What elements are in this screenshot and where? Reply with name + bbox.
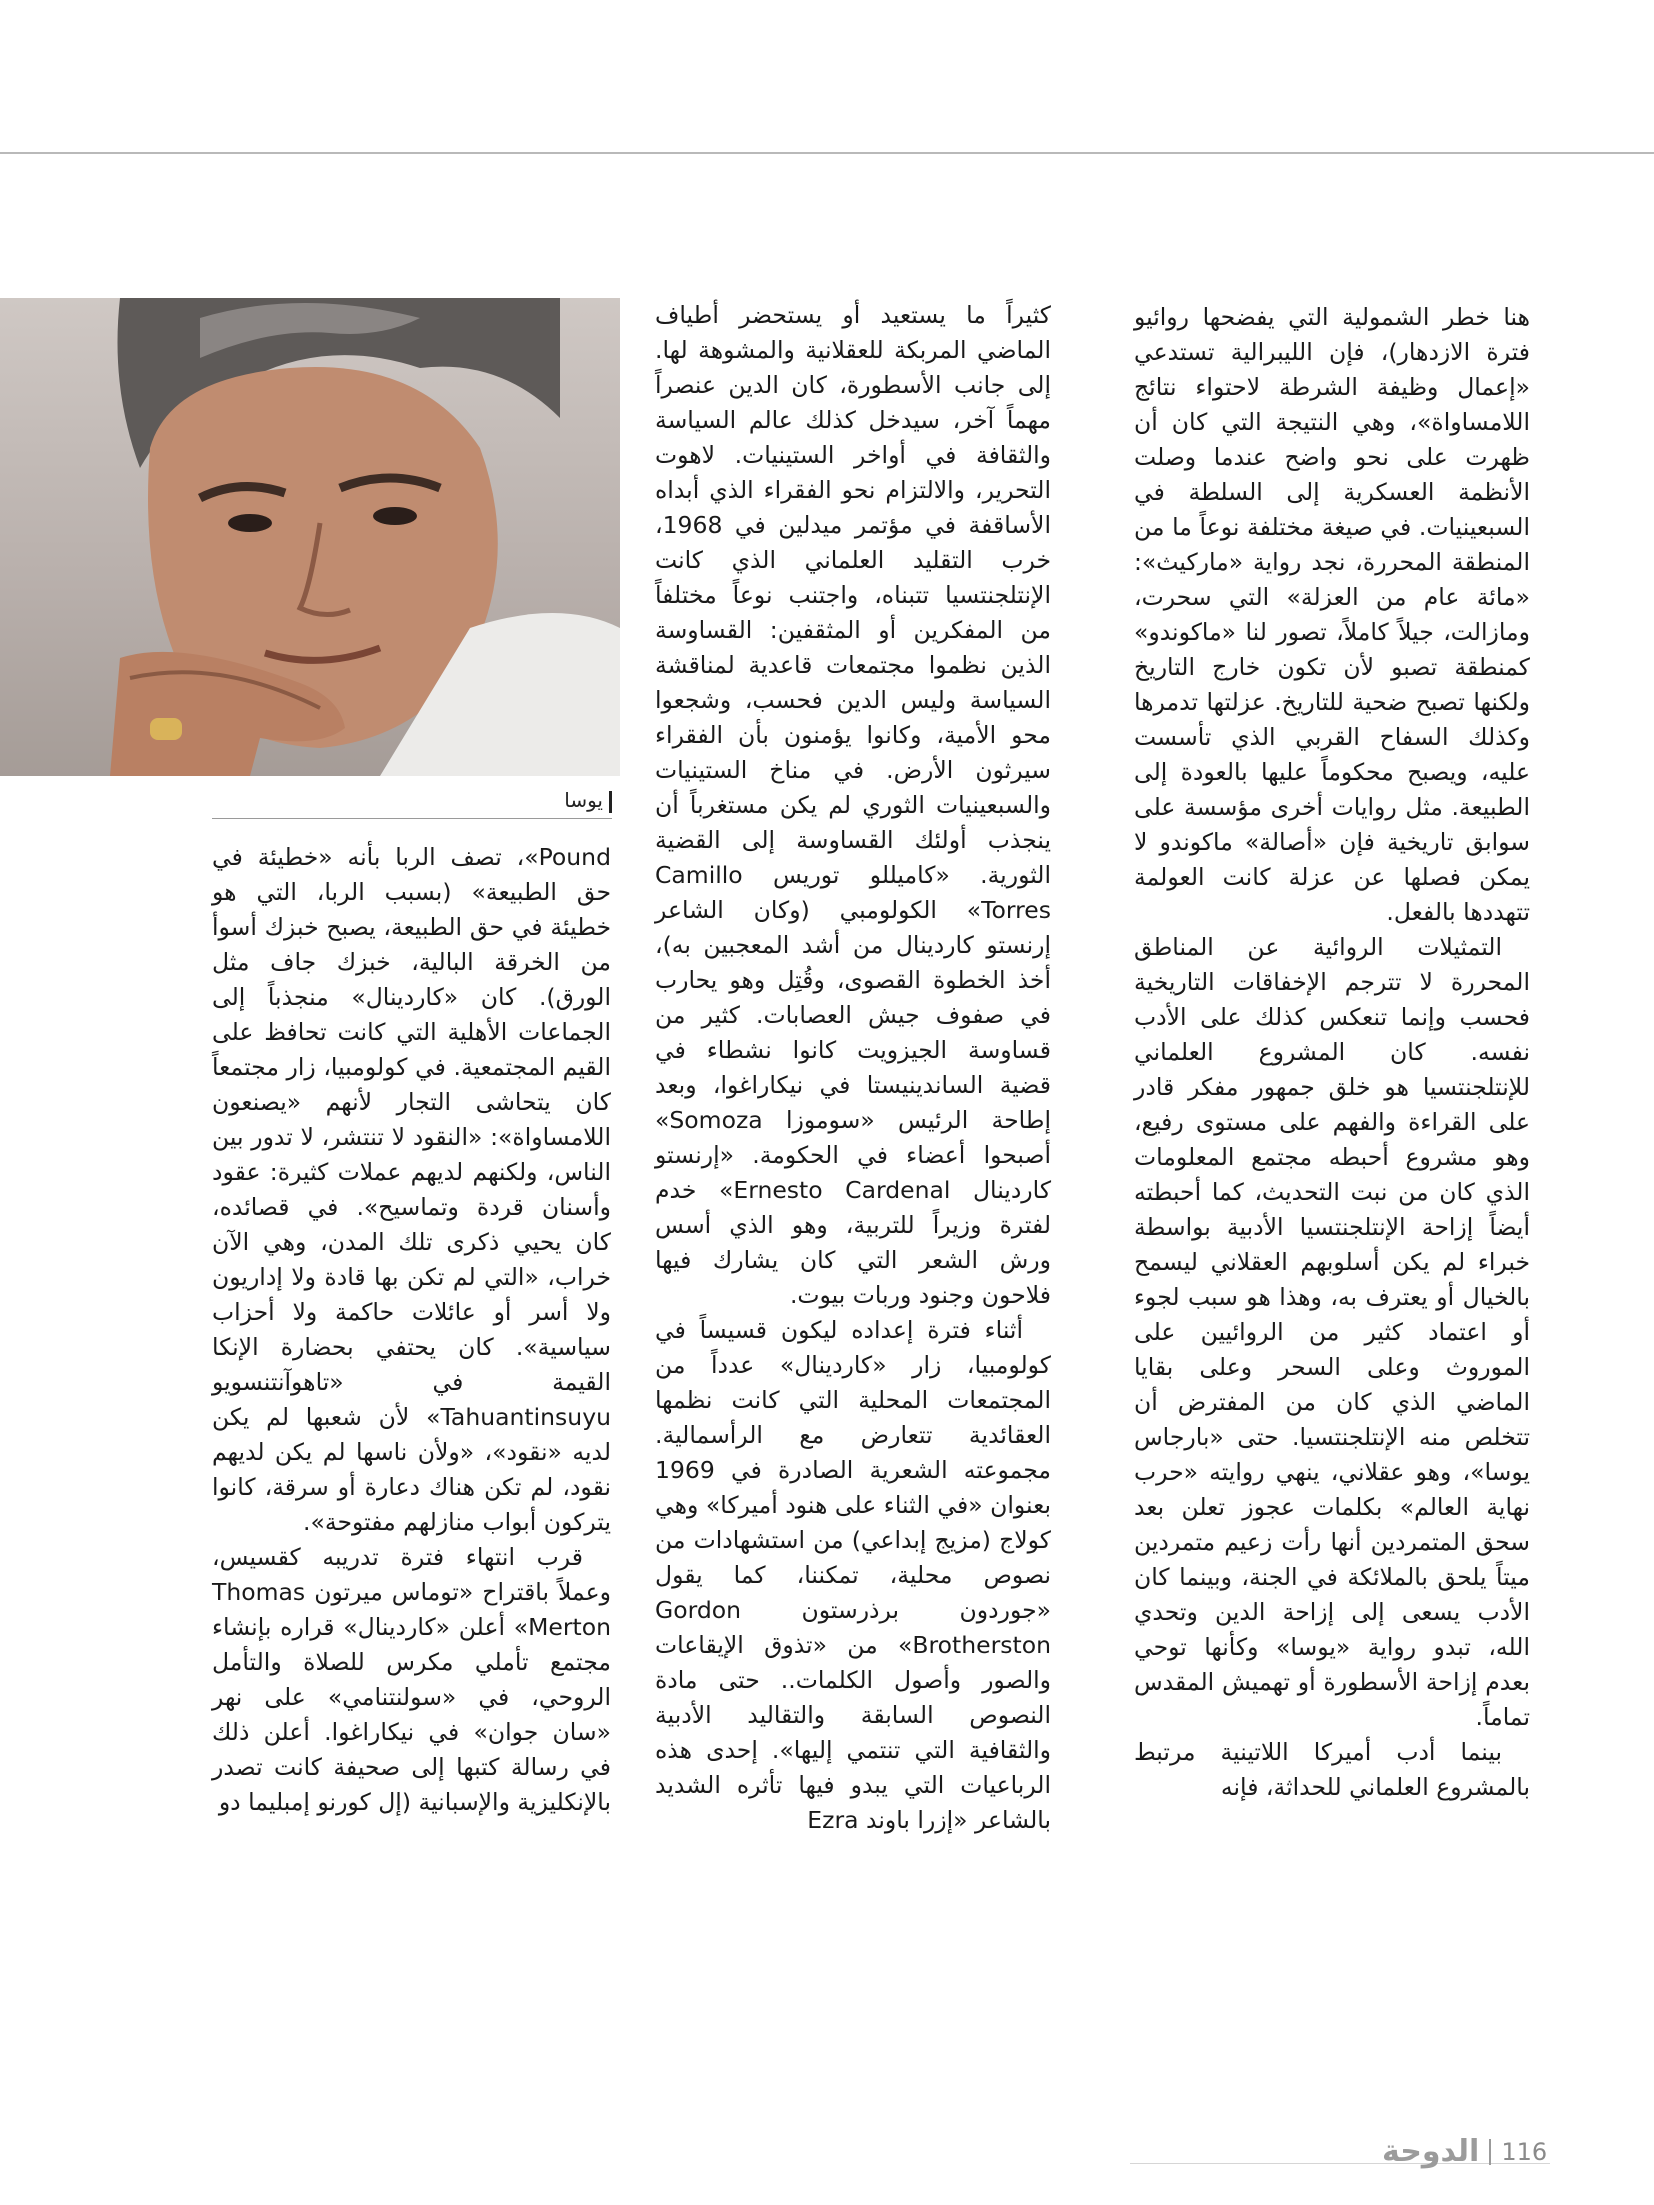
article-column-left xyxy=(212,840,611,1820)
caption-rule xyxy=(212,818,612,819)
page-footer xyxy=(1382,2132,1547,2172)
photo-caption xyxy=(500,786,612,814)
paragraph: التمثيلات الروائية عن المناطق المحررة لا تترجم الإخفاقات التاريخية فحسب وإنما تنعكس كذلك على الأدب نفسه. كان المشروع العلماني للإنتلجنتسيا هو خلق جمهور مفكر قادر على القراءة والفهم على مستوى رفيع، وهو مشروع أحبطه مجتمع المعلومات الذي كان من نبت التحديث، كما أحبطته أيضاً إزاحة الإنتلجنتسيا الأدبية بواسطة خبراء لم يكن أسلوبهم العقلاني ليسمح بالخيال أو يعترف به، وهذا هو سبب لجوء أو اعتماد كثير من الروائيين على الموروث وعلى السحر وعلى بقايا الماضي الذي كان من المفترض أن تتخلص منه الإنتلجنتسيا. حتى «بارجاس يوسا»، وهو عقلاني، ينهي روايته «حرب نهاية العالم» بكلمات عجوز تعلن بعد سحق المتمردين أنها رأت زعيم متمردين ميتاً يلحق بالملائكة في الجنة، وبينما كان الأدب يسعى إلى إزاحة الدين وتحدي الله، تبدو رواية «يوسا» وكأنها توحي بعدم إزاحة الأسطورة أو تهميش المقدس تماماً. xyxy=(1134,933,1530,1731)
author-portrait-photo xyxy=(0,298,620,776)
portrait-illustration xyxy=(0,298,620,776)
article-column-right xyxy=(1134,300,1530,1805)
paragraph: قرب انتهاء فترة تدريبه كقسيس، وعملاً باقتراح «توماس ميرتون Thomas Merton» أعلن «كاردينال» قراره بإنشاء مجتمع تأملي مكرس للصلاة والتأمل الروحي، في «سولنتنامي» على نهر «سان جوان» في نيكاراغوا. أعلن ذلك في رسالة كتبها إلى صحيفة كانت تصدر بالإنكليزية والإسبانية (إل كورنو إمبليما دو xyxy=(212,1543,611,1816)
magazine-name: الدوحة xyxy=(1382,2134,1480,2169)
photo-caption-text: يوسا xyxy=(564,788,603,812)
article-column-middle xyxy=(655,298,1051,1838)
footer-separator xyxy=(1489,2139,1491,2165)
paragraph: بينما أدب أميركا اللاتينية مرتبط بالمشروع العلماني للحداثة، فإنه xyxy=(1134,1738,1530,1801)
paragraph: أثناء فترة إعداده ليكون قسيساً في كولومبيا، زار «كاردينال» عدداً من المجتمعات المحلية التي كانت نظمها العقائدية تتعارض مع الرأسمالية. مجموعته الشعرية الصادرة في 1969 بعنوان «في الثناء على هنود أميركا» وهي كولاج (مزيج إبداعي) من استشهادات من نصوص محلية، تمكننا، كما يقول «جوردون برذرستون Gordon Brotherston» من «تذوق الإيقاعات والصور وأصول الكلمات.. حتى مادة النصوص السابقة والتقاليد الأدبية والثقافية التي تنتمي إليها». إحدى هذه الرباعيات التي يبدو فيها تأثره الشديد بالشاعر «إزرا باوند Ezra xyxy=(655,1316,1051,1834)
top-rule xyxy=(0,152,1654,154)
page-number: 116 xyxy=(1501,2138,1548,2166)
caption-bar xyxy=(609,791,612,813)
paragraph: كثيراً ما يستعيد أو يستحضر أطياف الماضي المربكة للعقلانية والمشوهة لها. إلى جانب الأسطورة، كان الدين عنصراً مهماً آخر، سيدخل كذلك عالم السياسة والثقافة في أواخر الستينيات. لاهوت التحرير، والالتزام نحو الفقراء الذي أبداه الأساقفة في مؤتمر ميدلين في 1968، خرب التقليد العلماني الذي كانت الإنتلجنتسيا تتبناه، واجتنب نوعاً مختلفاً من المفكرين أو المثقفين: القساوسة الذين نظموا مجتمعات قاعدية لمناقشة السياسة وليس الدين فحسب، وشجعوا محو الأمية، وكانوا يؤمنون بأن الفقراء سيرثون الأرض. في مناخ الستينيات والسبعينيات الثوري لم يكن مستغرباً أن ينجذب أولئك القساوسة إلى القضية الثورية. «كاميللو توريس Camillo Torres» الكولومبي (وكان الشاعر إرنستو كاردينال من أشد المعجبين به)، أخذ الخطوة القصوى، وقُتِل وهو يحارب في صفوف جيش العصابات. كثير من قساوسة الجيزويت كانوا نشطاء في قضية الساندينيستا في نيكاراغوا، وبعد إطاحة الرئيس «سوموزا Somoza» أصبحوا أعضاء في الحكومة. «إرنستو كاردينال Ernesto Cardenal» خدم لفترة وزيراً للتربية، وهو الذي أسس ورش الشعر التي كان يشارك فيها فلاحون وجنود وربات بيوت. xyxy=(655,301,1052,1309)
paragraph: Pound»، تصف الربا بأنه «خطيئة في حق الطبيعة» (بسبب الربا، التي هو خطيئة في حق الطبيعة، يصبح خبزك أسوأ من الخرقة البالية، خبزك جاف مثل الورق). كان «كاردينال» منجذباً إلى الجماعات الأهلية التي كانت تحافظ على القيم المجتمعية. في كولومبيا، زار مجتمعاً كان يتحاشى التجار لأنهم «يصنعون اللامساواة»: «النقود لا تنتشر، لا تدور بين الناس، ولكنهم لديهم عملات كثيرة: عقود وأسنان قردة وتماسيح». في قصائده، كان يحيي ذكرى تلك المدن، وهي الآن خراب، «التي لم تكن بها قادة ولا إداريون ولا أسر أو عائلات حاكمة ولا أحزاب سياسية». كان يحتفي بحضارة الإنكا القيمة في «تاهوآنتنسويو Tahuantinsuyu» لأن شعبها لم يكن لديه «نقود»، «ولأن ناسها لم يكن لديهم نقود، لم تكن هناك دعارة أو سرقة، كانوا يتركون أبواب منازلهم مفتوحة». xyxy=(212,843,611,1536)
paragraph: هنا خطر الشمولية التي يفضحها روائيو فترة الازدهار)، فإن الليبرالية تستدعي «إعمال وظيفة الشرطة لاحتواء نتائج اللامساواة»، وهي النتيجة التي كان أن ظهرت على نحو واضح عندما وصلت الأنظمة العسكرية إلى السلطة في السبعينيات. في صيغة مختلفة نوعاً ما من المنطقة المحررة، نجد رواية «ماركيث»: «مائة عام من العزلة» التي سحرت، ومازالت، جيلاً كاملاً، تصور لنا «ماكوندو» كمنطقة تصبو لأن تكون خارج التاريخ ولكنها تصبح ضحية للتاريخ. عزلتها تدمرها وكذلك السفاح القربي الذي تأسست عليه، ويصبح محكوماً عليها بالعودة إلى الطبيعة. مثل روايات أخرى مؤسسة على سوابق تاريخية فإن «أصالة» ماكوندو لا يمكن فصلها عن عزلة كانت العولمة تتهددها بالفعل. xyxy=(1134,303,1530,926)
